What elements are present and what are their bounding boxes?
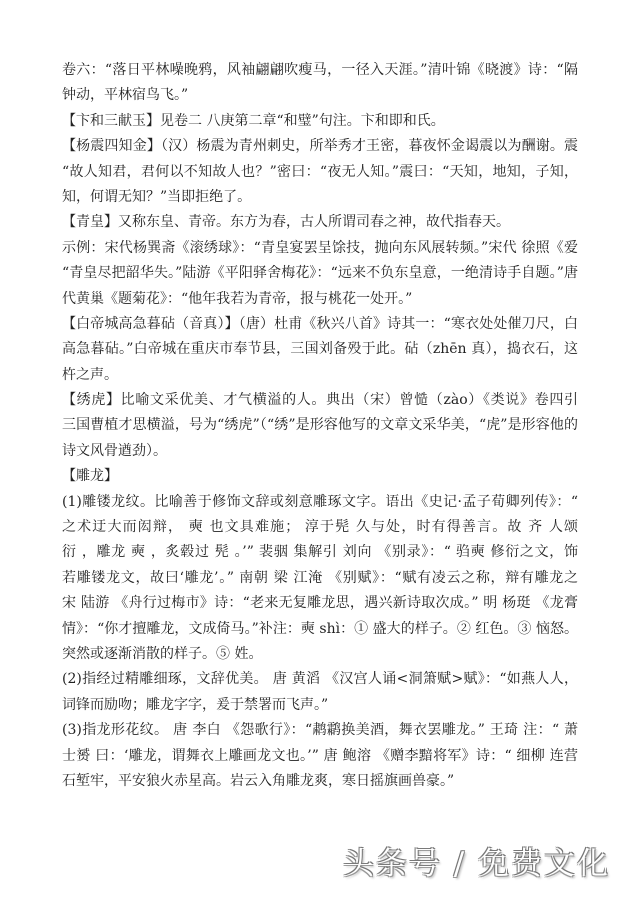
text-line: 突然或逐渐消散的样子。⑤ 姓。: [62, 645, 263, 662]
text-line: “故人知君，君何以不知故人也？”密曰：“夜无人知。”震曰：“天知，地知，子知，: [62, 163, 578, 180]
text-line: 衍 ，雕龙 奭 ，炙毂过 髡 。’” 裴骃 集解引 刘向 《别录》：“ 驺奭 修衍之文，饰: [62, 544, 578, 561]
text-line: 若雕镂龙文，故曰‘雕龙’。” 南朝 梁 江淹 《别赋》：“赋有凌云之称，辩有雕龙之: [62, 569, 578, 586]
text-line: 知，何谓无知？”当即拒绝了。: [62, 188, 252, 205]
text-line: “青皇尽把韶华失。”陆游《平阳驿舍梅花》：“远来不负东皇意，一绝清诗手自题。”唐: [62, 265, 578, 282]
text-line: 情》：“你才擅雕龙，文成倚马。”补注：奭 shì：① 盛大的样子。② 红色。③ 恼怒。: [62, 620, 578, 637]
text-line: 【青皇】又称东皇、青帝。东方为春，古人所谓司春之神，故代指春天。: [62, 214, 510, 231]
text-line: 钟动，平林宿鸟飞。”: [62, 87, 189, 104]
text-line: 宋 陆游 《舟行过梅市》诗：“老来无复雕龙思，遇兴新诗取次成。” 明 杨珽 《龙膏: [62, 595, 578, 612]
text-line: (3)指龙形花纹。 唐 李白 《怨歌行》：“鹔鹴换美酒，舞衣罢雕龙。” 王琦 注：“ 萧: [62, 722, 578, 739]
text-line: 杵之声。: [62, 366, 118, 383]
text-line: (2)指经过精雕细琢，文辞优美。 唐 黄滔 《汉宫人诵<洞箫赋>赋》：“如燕人人，: [62, 671, 578, 688]
text-line: 词锋而励吻；雕龙字字，爰于禁署而飞声。”: [62, 696, 329, 713]
text-line: 【卞和三献玉】见卷二 八庚第二章“和璧”句注。卞和即和氏。: [62, 112, 445, 129]
text-line: 【白帝城高急暮砧（音真）】（唐）杜甫《秋兴八首》诗其一：“寒衣处处催刀尺，白: [62, 315, 578, 332]
text-line: 石堑牢，平安狼火赤星高。岩云入角雕龙爽，寒日摇旗画兽豪。”: [62, 772, 455, 789]
document-body: [62, 58, 578, 794]
text-line: 【雕龙】: [62, 468, 118, 485]
text-line: 三国曹植才思横溢，号为“绣虎”（“绣”是形容他写的文章文采华美，“虎”是形容他的: [62, 417, 578, 434]
text-line: 之术迂大而闳辩， 奭 也文具难施； 淳于髡 久与处，时有得善言。故 齐 人颂: [62, 519, 578, 536]
watermark: 头条号 / 免费文化: [342, 846, 610, 882]
text-line: 士赟 曰：‘雕龙，谓舞衣上雕画龙文也。’” 唐 鲍溶 《赠李黯将军》诗：“ 细柳 连营: [62, 747, 578, 764]
text-line: 【杨震四知金】（汉）杨震为青州刺史，所举秀才王密，暮夜怀金谒震以为酬谢。震: [62, 138, 578, 155]
text-line: (1)雕镂龙纹。比喻善于修饰文辞或刻意雕琢文字。语出《史记·孟子荀卿列传》：“: [62, 493, 578, 510]
text-line: 诗文风骨遒劲）。: [62, 442, 167, 459]
text-line: 卷六：“落日平林噪晚鸦，风袖翩翩吹瘦马，一径入天涯。”清叶锦《晓渡》诗：“隔: [62, 62, 578, 78]
text-line: 示例：宋代杨巽斋《滚绣球》：“青皇宴罢呈馀技，抛向东风展转频。”宋代 徐照《爱: [62, 239, 578, 256]
text-line: 【绣虎】比喻文采优美、才气横溢的人。典出（宋）曾慥（zào）《类说》卷四引: [62, 392, 578, 409]
text-line: 高急暮砧。”白帝城在重庆市奉节县，三国刘备殁于此。砧（zhēn 真），捣衣石，这: [62, 341, 578, 358]
text-line: 代黄巢《题菊花》：“他年我若为青帝，报与桃花一处开。”: [62, 290, 413, 307]
